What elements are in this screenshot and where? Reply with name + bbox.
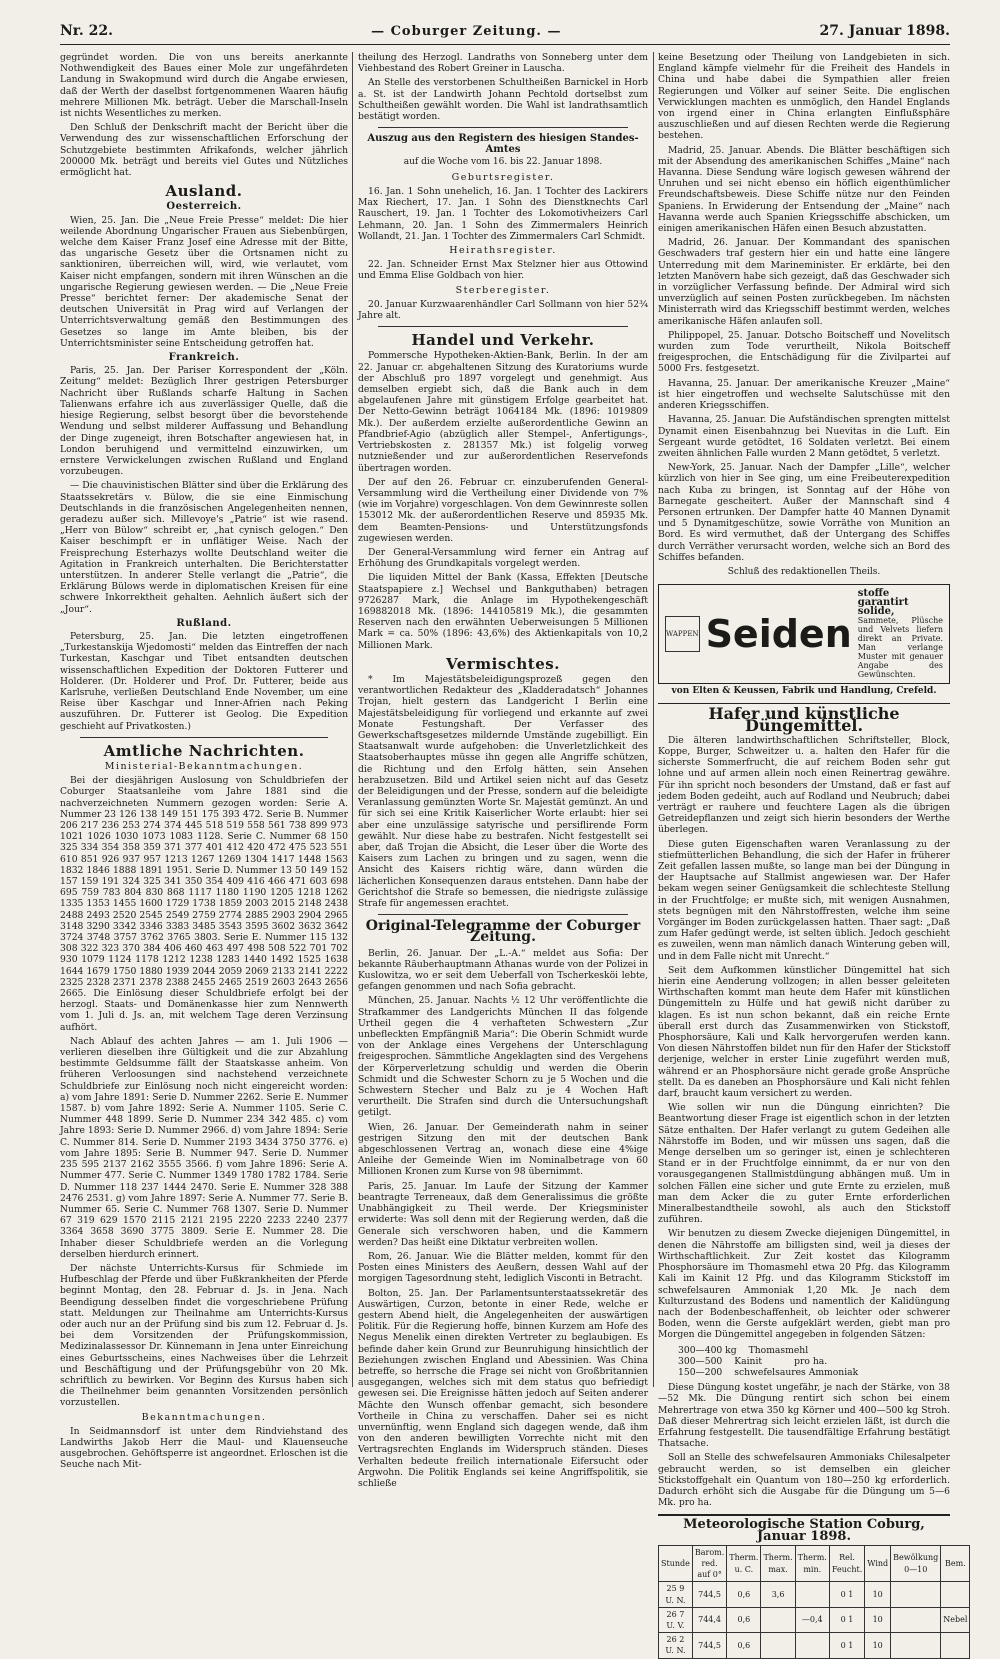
section-heading: Hafer und künstliche Düngemittel. xyxy=(658,703,950,730)
article-text: Wien, 25. Jan. Die „Neue Freie Presse“ meldet: Die hier weilende Abordnung Ungarischer Frauen aus Siebenbürgen, welche dem Kaiser Franz Josef eine Adresse mit der Bitte, das ungarische Gesetz über die Ortsnamen nicht zu sanktioniren, überreichen will, wird, wie verlautet, vom Kaiser nicht empfangen, sondern mit ihren Wünschen an die ungarische Regierung gewiesen werden. — Die „Neue Freie Presse“ berichtet ferner: Der akademische Senat der deutschen Universität in Prag wird auf Verlangen der Unterrichtsverwaltung gemäß den Bestimmungen des Gesetzes so lange im Amte bleiben, bis der Unterrichtsminister seine Entscheidung getroffen hat. xyxy=(60,214,348,349)
divider xyxy=(378,326,628,327)
end-editorial-note: Schluß des redaktionellen Theils. xyxy=(727,566,881,577)
table-cell: 3,6 xyxy=(761,1582,795,1607)
article-text: Seit dem Aufkommen künstlicher Düngemittel hat sich hierin eine Aenderung vollzogen; in allen besser geleiteten Wirthschaften kommt man heute dem Hafer mit künstlichen Düngemitteln zu Hülfe und hat gewiß nicht darüber zu klagen. Es ist nun schon bekannt, daß ein reiche Ernte überall erst durch das Zusammenwirken von Stickstoff, Phosphorsäure, Kali und Kalk hervorgerufen werden kann. Von diesen Nährstoffen bildet nun für den Hafer der Stickstoff derjenige, welcher in erster Linie zugeführt werden muß, während er an Phosphorsäure nicht gerade große Ansprüche stellt. Da es daneben an Phosphorsäure und Kali nicht fehlen darf, braucht kaum versichert zu werden. xyxy=(658,964,950,1100)
table-cell: 0 1 xyxy=(829,1582,864,1607)
ad-headline: Seiden xyxy=(705,612,852,657)
table-row xyxy=(659,1582,970,1607)
table-cell: 744,5 xyxy=(692,1633,726,1658)
table-header-row xyxy=(659,1545,970,1582)
table-cell xyxy=(761,1607,795,1632)
table-cell xyxy=(891,1607,941,1632)
table-cell xyxy=(795,1633,829,1658)
table-cell: 26 2 U. N. xyxy=(659,1633,693,1658)
article-text: — Die chauvinistischen Blätter sind über die Erklärung des Staatssekretärs v. Bülow, die sie eine Einmischung Deutschlands in die französischen Angelegenheiten nennen, geradezu außer sich. Millevoye's „Patrie“ ist wie rasend. „Herr von Bülow“ schreibt er, „hat cynisch gelogen.“ Den Kaiser beschimpft er in unflätiger Weise. Nach der Freisprechung Esterhazys wollte Deutschland weiter die Agitation in Frankreich unterhalten. Die Berichterstatter unterstützen. In anderer Stelle verlangt die „Patrie“, die Erklärung Bülows werde in diplomatischen Kreisen für eine schwere Inkorrektheit gehalten. Aehnlich äußert sich der „Jour“. xyxy=(60,480,348,615)
ad-firm: von Elten & Keussen, Fabrik und Handlung, Crefeld. xyxy=(671,686,937,697)
subsection-heading: Oesterreich. xyxy=(166,201,242,213)
section-subtitle: auf die Woche vom 16. bis 22. Januar 1898. xyxy=(403,156,603,167)
table-header-cell: Barom. red. auf 0° xyxy=(692,1545,726,1582)
article-text: Paris, 25. Januar. Im Laufe der Sitzung der Kammer beantragte Terreneaux, daß dem Generalissimus die größte Unabhängigkeit zu Theil werde. Der Kriegsminister erwiderte: Was soll denn mit der Regierung werden, daß die Generale sich verschworen haben, und die Kammern werden? Das heißt eine Diktatur verbreiten wollen. xyxy=(358,1180,648,1248)
article-text: Madrid, 26. Januar. Der Kommandant des spanischen Geschwaders traf gestern hier ein und hatte eine längere Unterredung mit dem Marineminister. Er erklärte, bei den letzten Manövern habe sich gezeigt, daß das Geschwader sich in vorzüglicher Verfassung befinde. Der Admiral wird sich unverzüglich auf seinen Posten zurückbegeben. Im nächsten Ministerrath wird das Kriegsschiff bestimmt werden, welches amerikanische Häfen anlaufen soll. xyxy=(658,237,950,327)
article-text: Soll an Stelle des schwefelsauren Ammoniaks Chilesalpeter gebraucht werden, so ist demselben ein gleicher Stickstoffgehalt ein Quantum von 180—250 kg erforderlich. Dadurch erhöht sich die Ausgabe für die Düngung um 5—6 Mk. pro ha. xyxy=(658,1452,950,1509)
table-header-cell: Therm. min. xyxy=(795,1545,829,1582)
article-text: Havanna, 25. Januar. Die Aufständischen sprengten mittelst Dynamit einen Eisenbahnzug bei Nuevitas in die Luft. Ein Sergeant wurde getödtet, 16 Soldaten verletzt. Bei einem zweiten ähnlichen Falle wurden 2 Mann getödtet, 5 verletzt. xyxy=(658,414,950,459)
article-text: Der nächste Unterrichts-Kursus für Schmiede im Hufbeschlag der Pferde und über Fußkrankheiten der Pferde beginnt Montag, den 28. Februar d. Js. in Jena. Nach Beendigung desselben findet die vorgeschriebene Prüfung statt. Meldungen zur Theilnahme am Unterrichts-Kursus oder auch nur an der Prüfung sind bis zum 12. Februar d. Js. bei dem Vorsitzenden der Prüfungskommission, Medizinalassessor Dr. Künnemann in Jena unter Einreichung eines Geburtsscheins, eines Nachweises über die Lehrzeit und Beschäftigung und der Prüfungsgebühr von 20 Mk. schriftlich zu bewirken. Vor Beginn des Kursus haben sich die Theilnehmer beim genannten Vorsitzenden persönlich vorzustellen. xyxy=(60,1262,348,1409)
column-3 xyxy=(658,52,968,1656)
article-text: Den Schluß der Denkschrift macht der Bericht über die Verwendung des zur wissenschaftlichen Erforschung der Schutzgebiete bestimmten Afrikafonds, welcher jährlich 200000 Mk. beträgt und bereits viel Gutes und Nützliches ermöglicht hat. xyxy=(60,122,348,179)
page-header xyxy=(60,20,950,42)
article-text: Wien, 26. Januar. Der Gemeinderath nahm in seiner gestrigen Sitzung den mit der deutschen Bank abgeschlossenen Vertrag an, wonach diese eine 4%ige Anleihe der Gemeinde Wien im Nominalbetrage von 60 Millionen Kronen zum Kurse von 98 übernimmt. xyxy=(358,1121,648,1178)
column-1 xyxy=(60,52,348,1471)
article-text: Wir benutzen zu diesem Zwecke diejenigen Düngemittel, in denen die Nährstoffe am billigsten sind, weil ja dieses der Wirthschaftlichkeit. Zur Zeit kostet das Kilogramm Phosphorsäure im Thomasmehl etwa 20 Pfg. das Kilogramm Kali im Kainit 12 Pfg. und das Kilogramm Stickstoff im schwefelsauren Ammoniak 1,20 Mk. Je nach dem Kulturzustand des Bodens und namentlich der Kalidüngung nach der Bodenbeschaffenheit, ob leichter oder schwerer Boden, wenn die Gerste aufgeklärt werden, giebt man pro Morgen die Düngemittel angegeben in folgenden Sätzen: xyxy=(658,1228,950,1341)
section-heading: Original-Telegramme der Coburger Zeitung. xyxy=(365,918,641,946)
table-cell: 744,5 xyxy=(692,1582,726,1607)
table-row xyxy=(659,1633,970,1658)
subsection-heading: Frankreich. xyxy=(168,352,240,364)
article-text: Havanna, 25. Januar. Der amerikanische Kreuzer „Maine“ ist hier eingetroffen und wechselte Salutschüsse mit den anderen Kriegsschiffen. xyxy=(658,377,950,412)
table-header-cell: Wind xyxy=(865,1545,891,1582)
rate-row: 150—200 schwefelsaures Ammoniak xyxy=(678,1366,859,1378)
article-text: New-York, 25. Januar. Nach der Dampfer „Lille“, welcher kürzlich von hier in See ging, um eine Freibeuterexpedition nach Kuba zu bringen, ist Sonntag auf der Höhe von Barnegate gescheitert. Außer der Mannschaft sind 4 Personen ertrunken. Der Dampfer hatte 40 Mannen Dynamit und 5 Dynamitgeschütze, sowie Vorräthe von Munition an Bord. Es wird vermuthet, daß der Untergang des Schiffes durch Verräther verursacht worden, welche sich an Bord des Schiffes befanden. xyxy=(658,462,950,563)
subsection-heading: Bekanntmachungen. xyxy=(141,1411,267,1423)
column-divider xyxy=(653,52,654,1387)
table-cell xyxy=(795,1582,829,1607)
rate-row: 300—400 kg Thomasmehl xyxy=(678,1344,809,1356)
weather-table xyxy=(658,1545,970,1659)
article-text: theilung des Herzogl. Landraths von Sonneberg unter dem Viehbestand des Robert Greiner in Lauscha. xyxy=(358,52,648,75)
subsection-heading: Heirathsregister. xyxy=(449,245,557,257)
table-cell xyxy=(941,1582,970,1607)
article-text: Berlin, 26. Januar. Der „L.-A.“ meldet aus Sofia: Der bekannte Räuberhauptmann Athanas wurde von der Polizei in Kuslowitza, wo er seit dem Ueberfall von Tscherkesköi lebte, gefangen genommen und nach Sofia gebracht. xyxy=(358,947,648,993)
article-text: Nach Ablauf des achten Jahres — am 1. Juli 1906 — verlieren dieselben ihre Gültigkeit und die zur Abzahlung bestimmte Geldsumme fällt der Staatskasse anheim. Von früheren Verloosungen sind nachstehend verzeichnete Schuldbriefe zur Einlösung noch nicht eingereicht worden: a) vom Jahre 1891: Serie D. Nummer 2262. Serie E. Nummer 1587. b) vom Jahre 1892: Serie A. Nummer 1105. Serie C. Nummer 448 1899. Serie D. Nummer 234 342 485. c) vom Jahre 1893: Serie D. Nummer 2966. d) vom Jahre 1894: Serie C. Nummer 814. Serie D. Nummer 2193 3434 3750 3776. e) vom Jahre 1895: Serie B. Nummer 947. Serie D. Nummer 235 595 2137 2162 3555 3566. f) vom Jahre 1896: Serie A. Nummer 477. Serie C. Nummer 1349 1780 1782 1784. Serie D. Nummer 118 237 1444 2470. Serie E. Nummer 328 388 2476 2531. g) vom Jahre 1897: Serie A. Nummer 77. Serie B. Nummer 65. Serie C. Nummer 768 1307. Serie D. Nummer 67 319 629 1570 2115 2121 2195 2220 2233 2240 2377 3364 3658 3690 3775 3809. Serie E. Nummer 28. Die Inhaber dieser Schuldbriefe werden an die Vorlegung derselben hierdurch erinnert. xyxy=(60,1035,348,1260)
table-cell: 0 1 xyxy=(829,1607,864,1632)
crest-icon: WAPPEN xyxy=(665,616,700,652)
table-cell: 10 xyxy=(865,1607,891,1632)
fertilizer-rates xyxy=(678,1345,950,1379)
ad-details xyxy=(858,589,943,679)
table-header-cell: Stunde xyxy=(659,1545,693,1582)
article-text: Der auf den 26. Februar cr. einzuberufenden General-Versammlung wird die Vertheilung einer Dividende von 7% (wie im Vorjahre) vorgeschlagen. Von dem Gewinnreste sollen 153012 Mk. der außerordentlichen Reserve und 85935 Mk. dem Beamten-Pensions- und Unterstützungsfonds zugewiesen werden. xyxy=(358,476,648,544)
article-text: In Seidmannsdorf ist unter dem Rindviehstand des Landwirths Jakob Herr die Maul- und Klauenseuche ausgebrochen. Gehöftsperre ist angeordnet. Erloschen ist die Seuche nach Mit- xyxy=(60,1425,348,1471)
table-row xyxy=(659,1607,970,1632)
section-heading: Amtliche Nachrichten. xyxy=(103,741,305,760)
table-cell: 744,4 xyxy=(692,1607,726,1632)
divider xyxy=(378,914,628,915)
table-cell: 10 xyxy=(865,1633,891,1658)
rate-row: 300—500 Kainit pro ha. xyxy=(678,1355,828,1367)
table-cell: —0,4 xyxy=(795,1607,829,1632)
article-text: Pommersche Hypotheken-Aktien-Bank, Berlin. In der am 22. Januar cr. abgehaltenen Sitzung des Kuratoriums wurde der Abschluß pro 1897 vorgelegt und genehmigt. Aus demselben ergiebt sich, daß die Bank auch in dem abgelaufenen Jahre mit günstigem Erfolge gearbeitet hat. Der Netto-Gewinn beträgt 1064184 Mk. (1896: 1019809 Mk.). Der außerdem erzielte außerordentliche Gewinn an Pfandbrief-Agio (abzüglich aller Stempel-, Anfertigungs-, Vertriebskosten z. 281357 Mk.) ist folgelig vorweg nutznießender und zur außerordentlichen Reservefonds übertragen worden. xyxy=(358,350,648,474)
table-cell: 0,6 xyxy=(727,1607,761,1632)
article-text: Die liquiden Mittel der Bank (Kassa, Effekten [Deutsche Staatspapiere z.] Wechsel und Bankguthaben) betragen 9726287 Mark, die Anlage im Hypothekengeschäft 169882018 Mk. (1896: 144105819 Mk.), die gesammten Reserven nach den erwähnten Ueberweisungen 5 Millionen Mark = ca. 50% (1896: 43,6%) des Aktienkapitals von 10,2 Millionen Mark. xyxy=(358,572,648,651)
article-text: Bolton, 25. Jan. Der Parlamentsunterstaatssekretär des Auswärtigen, Curzon, betonte in einer Rede, welche er gestern Abend hielt, die Angelegenheiten der auswärtigen Politik. Für die Regierung hoffe, binnen Kurzem am Hofe des Negus Menelik einen direkten Vertreter zu beglaubigen. Es befinde daher kein Grund zur Beunruhigung hinsichtlich der Beziehungen zwischen England und Abessinien. Was China betreffe, so herrsche die Frage sei nicht von Großbritannien ausgegangen, welches sich mit dem status quo befriedigt gewesen sei. Die Ereignisse hätten jedoch auf Seiten anderer Mächte den Wunsch offenbar gemacht, sich besondere Vortheile in China zu verschaffen. Daher sei es nicht unvernünftig, wenn England sich dagegen wende, daß ihm von den anderen bewilligten Vorrechte nicht mit den Vertragsrechten Englands im Widerspruch ständen. Dieses Verhalten bedeute freilich internationale Eifersucht oder Argwohn. Die Politik Englands sei keine Angriffspolitik, sie schließe xyxy=(358,1287,648,1489)
article-text: Wie sollen wir nun die Düngung einrichten? Die Beantwortung dieser Frage ist eigentlich schon in der letzten Sätze enthalten. Der Hafer verlangt zu gutem Gedeihen alle Nährstoffe im Boden, und wir müssen uns sagen, daß die Menge derselben um so geringer ist, einen je schlechteren Stand er in der Fruchtfolge einnimmt, da er nur von den vorausgegangenen Stallmistdüngung abhängen muß. Um in solchen Fällen eine sicher und gute Ernte zu erzielen, muß man dem Acker die zu guter Ernte erforderlichen Mineralbestandtheile sowohl, als auch den Stickstoff zuführen. xyxy=(658,1102,950,1226)
table-cell: 26 7 U. V. xyxy=(659,1607,693,1632)
article-text: * Im Majestätsbeleidigungsprozeß gegen den verantwortlichen Redakteur des „Kladderadatsch“ Johannes Trojan, hielt gestern das Landgericht I Berlin eine Majestätsbeleidigung für vorliegend und erkannte auf zwei Monate Festungshaft. Der Verfasser des Gewerkschaftsgesetzes mildernde Umstände zugebilligt. Ein Staatsanwalt wurde aufgehoben: die Unverletzlichkeit des Staatsoberhauptes müsse ihn gegen alle Angriffe schützen, die Richtung und den Erfolg hätten, sein Ansehen herabzusetzen. Bild und Artikel seien nicht auf das Gesetz der Beleidigungen und der Presse, sondern auf die beleidigte Veranlassung gemünzten Worte Sr. Majestät gemünzt. An und für sich sei eine Kritik Kaiserlicher Worte erlaubt: hier sei aber eine unzulässige satyrische und persiflirende Form gewählt. Nur diese habe zu bestrafen. Nicht festgestellt sei aber, daß Trojan die Absicht, die Leser über die Worte des Kaisers zum Lachen zu bringen und zu sagen, wenn die Ansicht des Kaisers richtig wäre, dann würden die lächerlichen Konsequenzen daraus entstehen. Dann habe der Gerichtshof die Strafe so bemessen, die niedrigste zulässige Strafe für angemessen erachtet. xyxy=(358,673,648,910)
table-cell xyxy=(891,1582,941,1607)
article-text: Der General-Versammlung wird ferner ein Antrag auf Erhöhung des Grundkapitals vorgelegt werden. xyxy=(358,546,648,570)
table-header-cell: Therm. u. C. xyxy=(727,1545,761,1582)
table-cell: Nebel xyxy=(941,1607,970,1632)
silk-advertisement xyxy=(658,584,950,684)
table-header-cell: Therm. max. xyxy=(761,1545,795,1582)
article-text: Madrid, 25. Januar. Abends. Die Blätter beschäftigen sich mit der Absendung des amerikanischen Schiffes „Maine“ nach Havanna. Diese Sendung wäre logisch gewesen während der Unruhen und sei nicht ebenso ein höflich eigenthümlicher Freundschaftsbeweis. Diese Schiffe nütze nur den Feinden Spaniens. In Erwiderung der Entsendung der „Maine“ nach Havanna werde auch Spanien Kriegsschiffe abschicken, um einigen amerikanischen Häfen einen Besuch abzustatten. xyxy=(658,144,950,235)
table-cell: 25 9 U. N. xyxy=(659,1582,693,1607)
divider xyxy=(378,127,628,128)
subsection-heading: Rußland. xyxy=(176,617,232,629)
table-cell xyxy=(941,1633,970,1658)
masthead: — Coburger Zeitung. — xyxy=(371,23,562,39)
subsection-heading: Ministerial-Bekanntmachungen. xyxy=(104,760,304,772)
weather-table-title: Meteorologische Station Coburg, Januar 1898. xyxy=(658,1514,950,1541)
section-heading: Vermischtes. xyxy=(446,654,560,673)
section-heading: Auszug aus den Registern des hiesigen Standes-Amtes xyxy=(367,133,639,156)
article-text: Philippopel, 25. Januar. Dotscho Boitscheff und Novelitsch wurden zum Tode verurtheilt, Nikola Boitscheff freigesprochen, die Entschädigung für die Zivilpartei auf 5000 Frs. festgesetzt. xyxy=(658,329,950,375)
article-text: Diese guten Eigenschaften waren Veranlassung zu der stiefmütterlichen Behandlung, die sich der Hafer in früherer Zeit gefallen lassen mußte, so lange man bei der Düngung in der Hauptsache auf Stallmist angewiesen war. Der Hafer bekam wegen seiner Genügsamkeit die schlechteste Stellung in der Fruchtfolge; er mußte sich, mit wenigen Ausnahmen, stets begnügen mit den Nährstoffresten, welche ihm seine Vorgänger im Boden zurückgelassen hatten. Thaer sagt: „Daß zum Hafer gedüngt werde, ist selten üblich. Jedoch geschieht es zuweilen, wenn man nämlich danach Winterung geben will, und in dem Falle nicht mit Unrecht.“ xyxy=(658,838,950,962)
article-text: 16. Jan. 1 Sohn unehelich, 16. Jan. 1 Tochter des Lackirers Max Riechert, 17. Jan. 1 Sohn des Dienstknechts Carl Rauschert, 19. Jan. 1 Tochter des Lokomotivheizers Carl Lehmann, 20. Jan. 1 Sohn des Zimmermalers Heinrich Wollandt, 21. Jan. 1 Tochter des Zimmermalers Carl Schmidt. xyxy=(358,186,648,242)
article-text: 22. Jan. Schneider Ernst Max Stelzner hier aus Ottowind und Emma Elise Goldbach von hier. xyxy=(358,259,648,282)
article-text: Bei der diesjährigen Auslosung von Schuldbriefen der Coburger Staatsanleihe vom Jahre 1881 sind die nachverzeichneten Nummern gezogen worden: Serie A. Nummer 23 126 138 149 151 175 393 472. Serie B. Nummer 206 217 236 253 274 374 445 518 519 558 561 738 899 973 1021 1026 1030 1073 1083 1128. Serie C. Nummer 68 150 325 334 354 358 359 371 377 401 412 420 472 475 523 551 610 851 926 937 957 1213 1267 1269 1304 1417 1448 1563 1832 1846 1888 1891 1951. Serie D. Nummer 13 50 149 152 157 159 191 324 325 341 350 354 409 416 466 471 603 698 695 759 783 804 830 868 1117 1180 1190 1205 1218 1262 1335 1353 1455 1600 1729 1738 1859 2003 2015 2148 2438 2488 2493 2520 2545 2549 2759 2774 2885 2903 2904 2965 3148 3290 3342 3346 3383 3485 3543 3595 3602 3632 3642 3724 3748 3757 3762 3765 3803. Serie E. Nummer 115 132 308 322 323 370 384 406 460 463 497 498 508 522 701 702 930 1079 1124 1178 1212 1238 1283 1440 1492 1525 1638 1644 1679 1750 1880 1939 2044 2059 2069 2133 2141 2222 2325 2328 2371 2378 2388 2455 2465 2519 2603 2643 2656 2665. Die Einlösung dieser Schuldbriefe erfolgt bei der herzogl. Staats- und Domänenkasse hier zum Nennwerth vom 1. Juli d. Js. an, mit welchem Tage deren Verzinsung aufhört. xyxy=(60,775,348,1033)
article-text: Die älteren landwirthschaftlichen Schriftsteller, Block, Koppe, Burger, Schweitzer u. a. halten den Hafer für die sicherste Sommerfrucht, die auf reichem Boden sehr gut lohne und auf armen allein noch einen Reinertrag gewähre. Für ihn spricht noch besonders der Umstand, daß er fast auf jedem Boden gedeiht, auch auf Rodland und Neubruch; dabei verträgt er rauhere und feuchtere Lagen als die übrigen Getreidepflanzen und zeigt sich hierin besonders der Werthe überlegen. xyxy=(658,734,950,836)
section-heading: Ausland. xyxy=(165,182,243,201)
table-cell: 0,6 xyxy=(727,1633,761,1658)
article-text: München, 25. Januar. Nachts ½ 12 Uhr veröffentlichte die Strafkammer des Landgerichts München II das folgende Urtheil gegen die 4 verhafteten Schwestern „Zur unbefleckten Empfängniß Maria“: Die Oberin Schmidt wurde von der Anklage eines Vergehens der Unterschlagung freigesprochen. Sämmtliche Angeklagten sind des Vergehens der Körperverletzung schuldig und werden die Oberin Schmidt und die Schwester Schorn zu je 5 Wochen und die Schwestern Stecher und Balz zu je 4 Wochen Haft verurtheilt. Die Strafen sind durch die Untersuchungshaft getilgt. xyxy=(358,995,648,1119)
article-text: keine Besetzung oder Theilung von Landgebieten in sich. England kämpfe vielmehr für die Freiheit des Handels in China und habe dabei die Sympathien aller freien Regierungen und Völker auf seiner Seite. Die englischen Verwicklungen machten es unmöglich, den Handel Englands von irgend einer in China erlangten Einflußsphäre auszuschließen und auf diesen Rechten werde die Regierung bestehen. xyxy=(658,52,950,142)
ad-tagline: stoffe garantirt solide, xyxy=(857,588,909,618)
article-text: 20. Januar Kurzwaarenhändler Carl Sollmann von hier 52¾ Jahre alt. xyxy=(358,298,648,322)
article-text: Rom, 26. Januar. Wie die Blätter melden, kommt für den Posten eines Ministers des Aeußern, dessen Wahl auf der morgigen Tagesordnung steht, lediglich Visconti in Betracht. xyxy=(358,1250,648,1285)
ad-body: Sammete, Plüsche und Velvets liefern direkt an Private. Man verlange Muster mit genauer Angabe des Gewünschten. xyxy=(857,616,943,680)
table-header-cell: Rel. Feucht. xyxy=(829,1545,864,1582)
subsection-heading: Sterberegister. xyxy=(455,284,551,296)
divider xyxy=(80,737,328,738)
section-heading: Handel und Verkehr. xyxy=(411,331,595,350)
header-rule xyxy=(60,44,950,45)
article-text: Petersburg, 25. Jan. Die letzten eingetroffenen „Turkestanskija Wjedomosti“ melden das Eintreffen der nach Turkestan, Kaschgar und Tibet entsandten deutschen wissenschaftlichen Expedition der Doktoren Futterer und Holderer. (Dr. Holderer und Prof. Dr. Futterer, beide aus Karlsruhe, verließen Deutschland Ende November, um eine Reise über Kaschgar und Inner-Afrien nach Peking auszuführen. Dr. Futterer ist Geolog. Die Expedition geschieht auf Privatkosten.) xyxy=(60,630,348,732)
table-cell: 0,6 xyxy=(727,1582,761,1607)
table-header-cell: Bem. xyxy=(941,1545,970,1582)
article-text: gegründet worden. Die von uns bereits anerkannte Nothwendigkeit des Baues einer Mole zur ungefährdeten Landung in Swakopmund wird durch die Angabe erwiesen, daß der Werth der daselbst fortgenommenen Waaren häufig mehrere Millionen Mk. beträgt. Ueber die Marschall-Inseln ist nichts Wesentliches zu merken. xyxy=(60,52,348,120)
article-text: Paris, 25. Jan. Der Pariser Korrespondent der „Köln. Zeitung“ meldet: Bezüglich Ihrer gestrigen Petersburger Nachricht über Rußlands scharfe Haltung in Sachen Talienwans erfahre ich aus zuverlässiger Quelle, daß die hiesige Regierung, selbst besorgt über die bevorstehende Wendung und selbst milderer Auffassung und Behandlung der Dinge zugeneigt, ihren Botschafter angewiesen hat, in London beruhigend und vermittelnd einzuwirken, um ernstere Verwickelungen zwischen Rußland und England vorzubeugen. xyxy=(60,365,348,478)
article-text: An Stelle des verstorbenen Schultheißen Barnickel in Horb a. St. ist der Landwirth Johann Pechtold dortselbst zum Schultheißen gewählt worden. Die Wahl ist landrathsamtlich bestätigt worden. xyxy=(358,77,648,123)
table-cell: 0 1 xyxy=(829,1633,864,1658)
table-cell: 10 xyxy=(865,1582,891,1607)
subsection-heading: Geburtsregister. xyxy=(451,171,555,183)
table-header-cell: Bewölkung 0—10 xyxy=(891,1545,941,1582)
column-divider xyxy=(352,52,353,1387)
issue-date: 27. Januar 1898. xyxy=(819,23,950,39)
column-2 xyxy=(358,52,648,1489)
issue-number: Nr. 22. xyxy=(60,23,113,39)
table-cell xyxy=(891,1633,941,1658)
article-text: Diese Düngung kostet ungefähr, je nach der Stärke, von 38—52 Mk. Die Düngung rentirt sich schon bei einem Mehrertrage von etwa 350 kg Körner und 400—500 kg Stroh. Daß dieser Mehrertrag sich leicht erzielen läßt, ist durch die Erfahrung festgestellt. Die tausendfältige Erfahrung bestätigt Thatsache. xyxy=(658,1382,950,1450)
table-cell xyxy=(761,1633,795,1658)
